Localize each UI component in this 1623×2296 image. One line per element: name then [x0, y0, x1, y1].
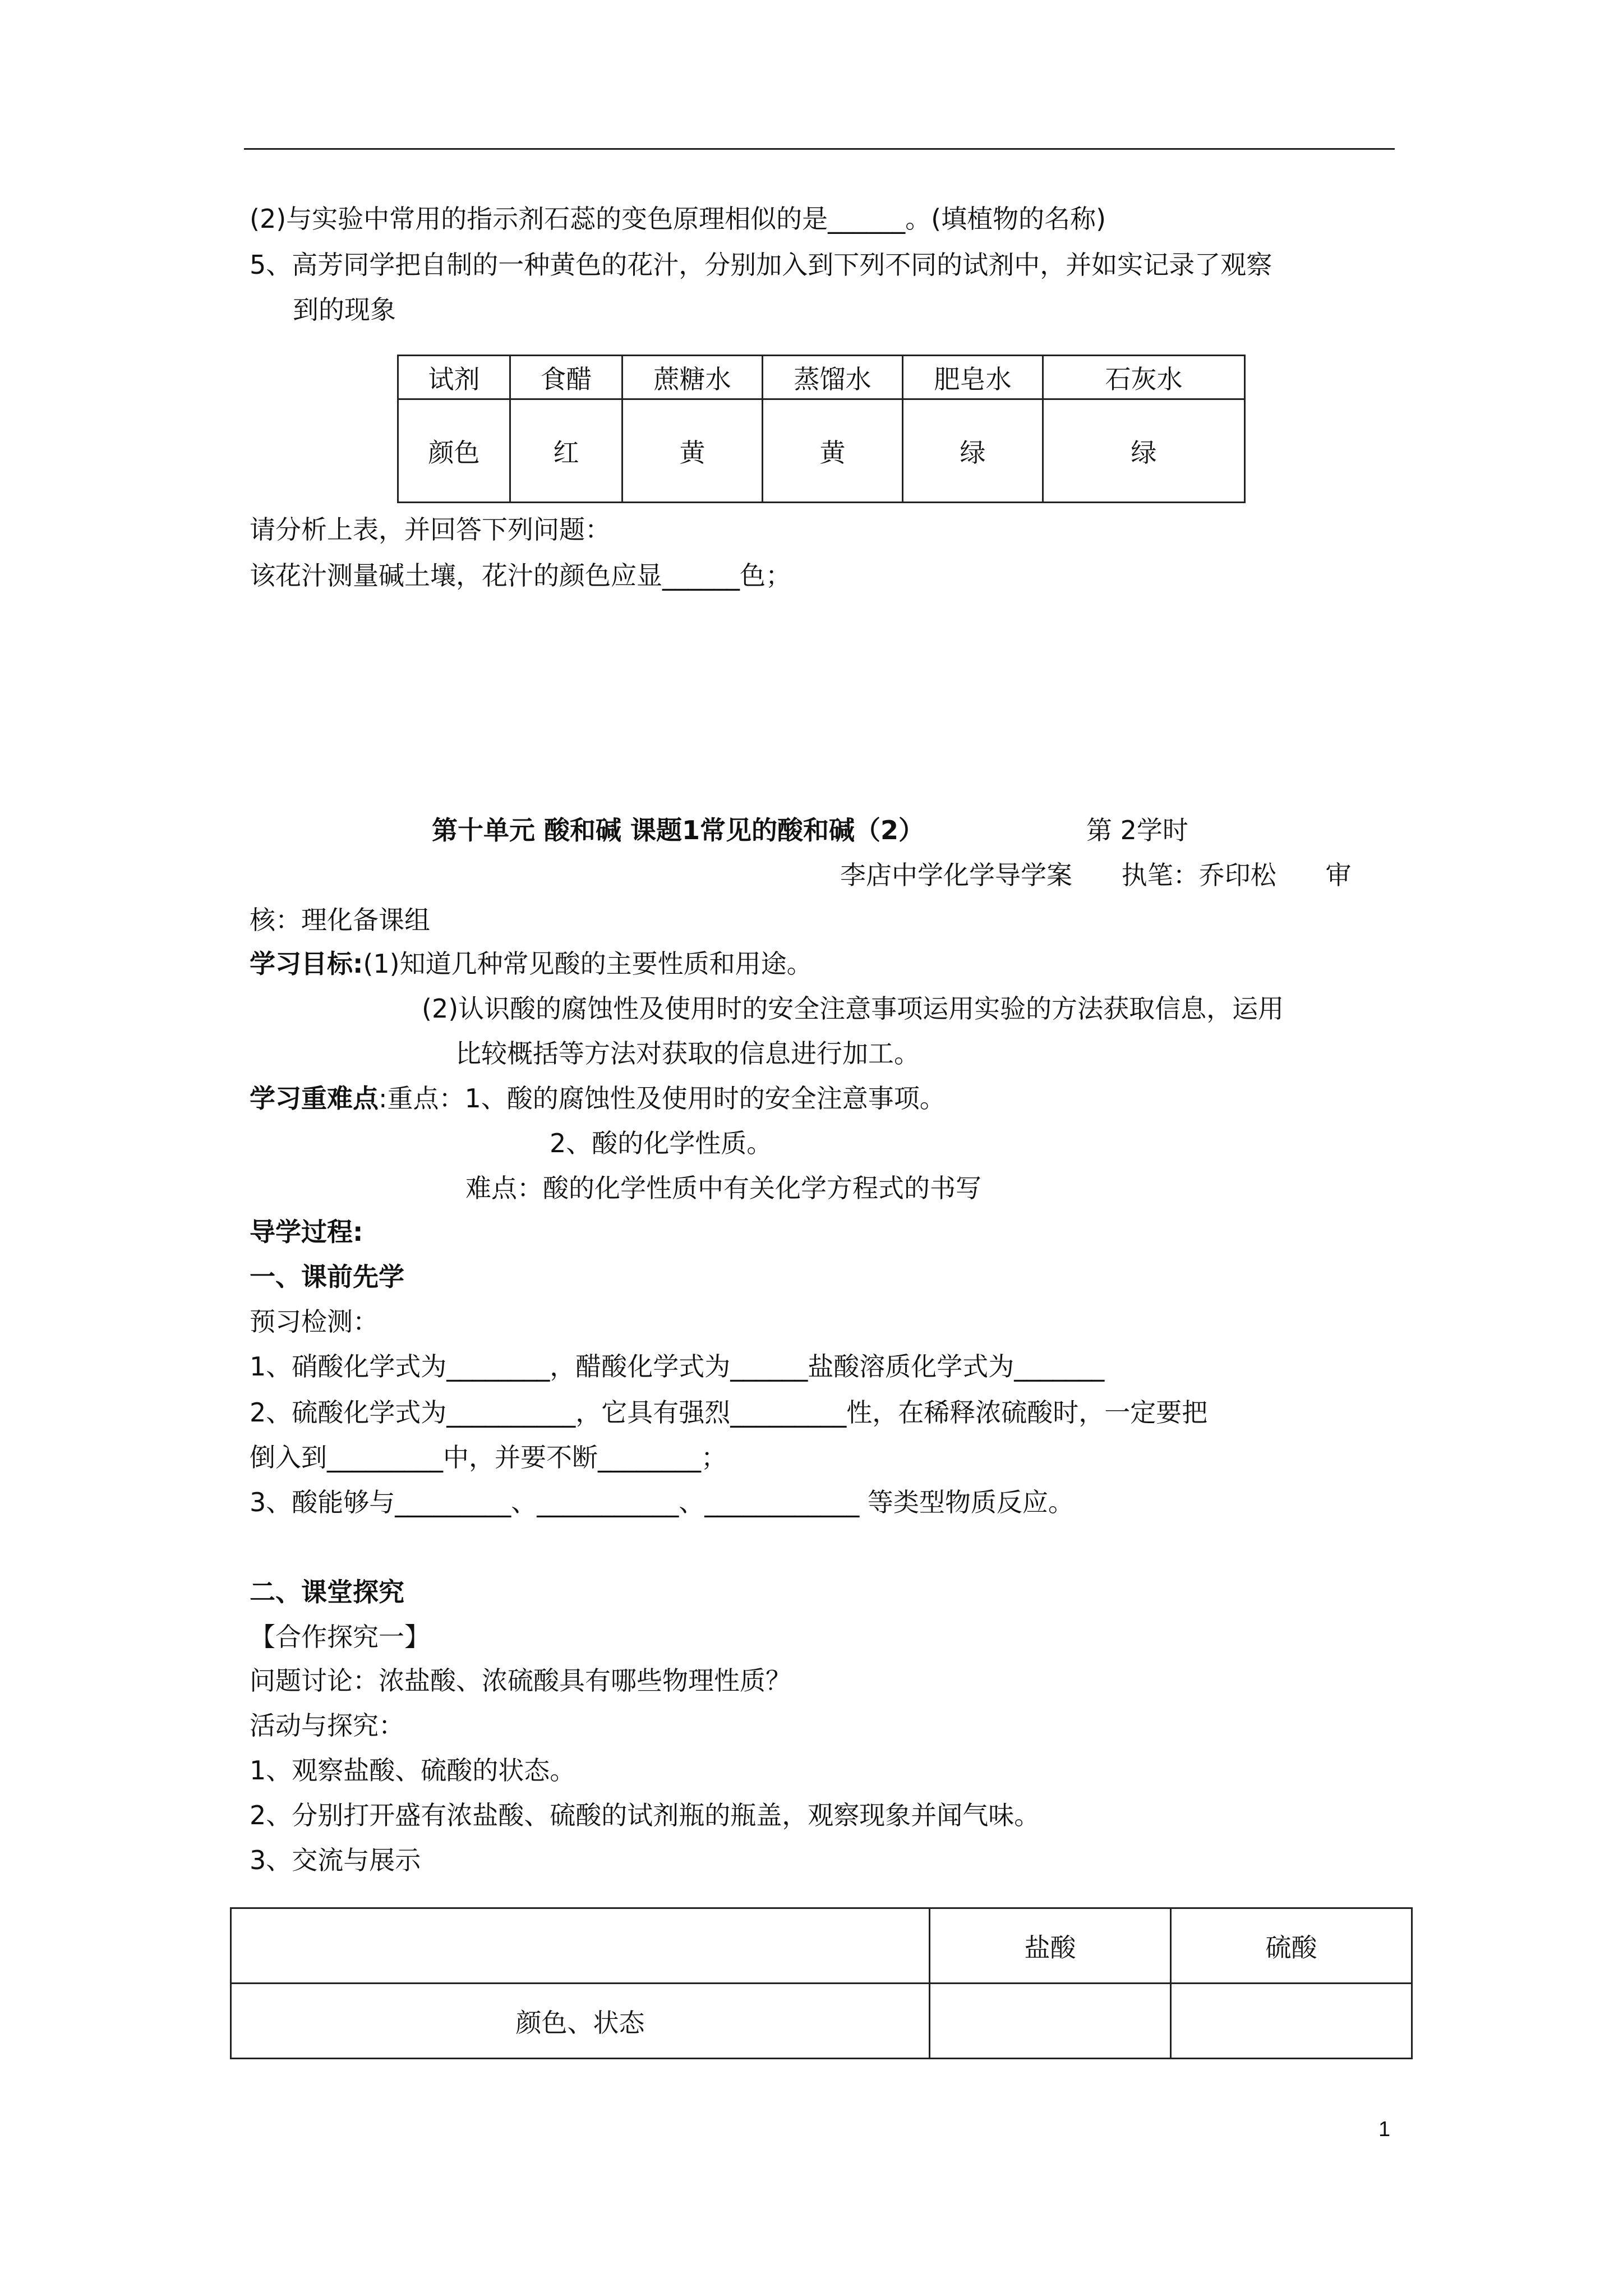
question-2-text: (2)与实验中常用的指示剂石蕊的变色原理相似的是______。(填植物的名称) — [250, 204, 1106, 234]
table-cell: 黄 — [763, 399, 903, 503]
table-cell: 绿 — [1043, 399, 1245, 503]
school-author-line: 李店中学化学导学案 执笔：乔印松 审 — [840, 860, 1352, 890]
table-cell: 石灰水 — [1043, 356, 1245, 399]
key-label: 学习重难点 — [250, 1083, 379, 1114]
preview-q1: 1、硝酸化学式为________，醋酸化学式为______盐酸溶质化学式为_______ — [250, 1351, 1105, 1382]
activity-2: 2、分别打开盛有浓盐酸、硫酸的试剂瓶的瓶盖，观察现象并闻气味。 — [250, 1800, 1040, 1830]
table-cell: 蔗糖水 — [623, 356, 763, 399]
learning-goals — [250, 947, 813, 981]
preview-q2: 2、硫酸化学式为__________，它具有强烈_________性，在稀释浓硫酸时，一定要把 — [250, 1397, 1208, 1428]
question-5-text: 5、高芳同学把自制的一种黄色的花汁，分别加入到下列不同的试剂中，并如实记录了观察 — [250, 250, 1272, 280]
difficulty: 难点：酸的化学性质中有关化学方程式的书写 — [465, 1173, 981, 1203]
acid-properties-table — [230, 1907, 1413, 2059]
analysis-question: 该花汁测量碱土壤，花汁的颜色应显______色； — [250, 560, 791, 591]
activity-1: 1、观察盐酸、硫酸的状态。 — [250, 1755, 576, 1786]
flower-juice-table — [397, 355, 1246, 503]
table-row — [398, 356, 1245, 399]
table-cell — [231, 1908, 930, 1984]
key-2: 2、酸的化学性质。 — [550, 1128, 773, 1158]
table-cell: 食醋 — [510, 356, 623, 399]
table-cell: 颜色、状态 — [231, 1984, 930, 2059]
table-row — [231, 1908, 1412, 1984]
lesson-title: 第十单元 酸和碱 课题1常见的酸和碱（2） — [432, 815, 925, 845]
table-cell: 红 — [510, 399, 623, 503]
reviewer-line: 核：理化备课组 — [250, 905, 430, 935]
question-5-text-cont: 到的现象 — [293, 295, 396, 325]
table-cell: 黄 — [623, 399, 763, 503]
lesson-period: 第 2学时 — [1086, 815, 1188, 845]
key-points — [250, 1082, 946, 1115]
activity-3: 3、交流与展示 — [250, 1845, 421, 1875]
table-cell: 盐酸 — [930, 1908, 1171, 1984]
table-cell: 绿 — [903, 399, 1043, 503]
table-cell: 试剂 — [398, 356, 510, 399]
table-cell — [930, 1984, 1171, 2059]
activity-label: 活动与探究： — [250, 1710, 404, 1741]
key-1: :重点：1、酸的腐蚀性及使用时的安全注意事项。 — [379, 1083, 946, 1114]
table-cell: 硫酸 — [1171, 1908, 1412, 1984]
table-cell: 蒸馏水 — [763, 356, 903, 399]
table-row — [231, 1984, 1412, 2059]
table-row — [398, 399, 1245, 503]
section-1-heading: 一、课前先学 — [250, 1262, 404, 1292]
discussion: 问题讨论：浓盐酸、浓硫酸具有哪些物理性质？ — [250, 1665, 791, 1696]
preview-label: 预习检测： — [250, 1306, 379, 1337]
goal-2-cont: 比较概括等方法对获取的信息进行加工。 — [455, 1038, 920, 1069]
section-2-heading: 二、课堂探究 — [250, 1577, 404, 1607]
coop-heading: 【合作探究一】 — [250, 1622, 430, 1652]
process-heading: 导学过程: — [250, 1217, 363, 1247]
goal-1: (1)知道几种常见酸的主要性质和用途。 — [363, 949, 813, 979]
goal-label: 学习目标: — [250, 949, 363, 979]
header-rule — [244, 148, 1395, 150]
table-cell: 颜色 — [398, 399, 510, 503]
goal-2: (2)认识酸的腐蚀性及使用时的安全注意事项运用实验的方法获取信息，运用 — [422, 993, 1284, 1024]
analysis-prompt: 请分析上表，并回答下列问题： — [250, 514, 611, 545]
table-cell — [1171, 1984, 1412, 2059]
preview-q2-cont: 倒入到_________中，并要不断________； — [250, 1442, 727, 1473]
table-cell: 肥皂水 — [903, 356, 1043, 399]
page-number: 1 — [1378, 2118, 1391, 2141]
preview-q3: 3、酸能够与_________、___________、____________ 等类型物质反应。 — [250, 1487, 1074, 1517]
